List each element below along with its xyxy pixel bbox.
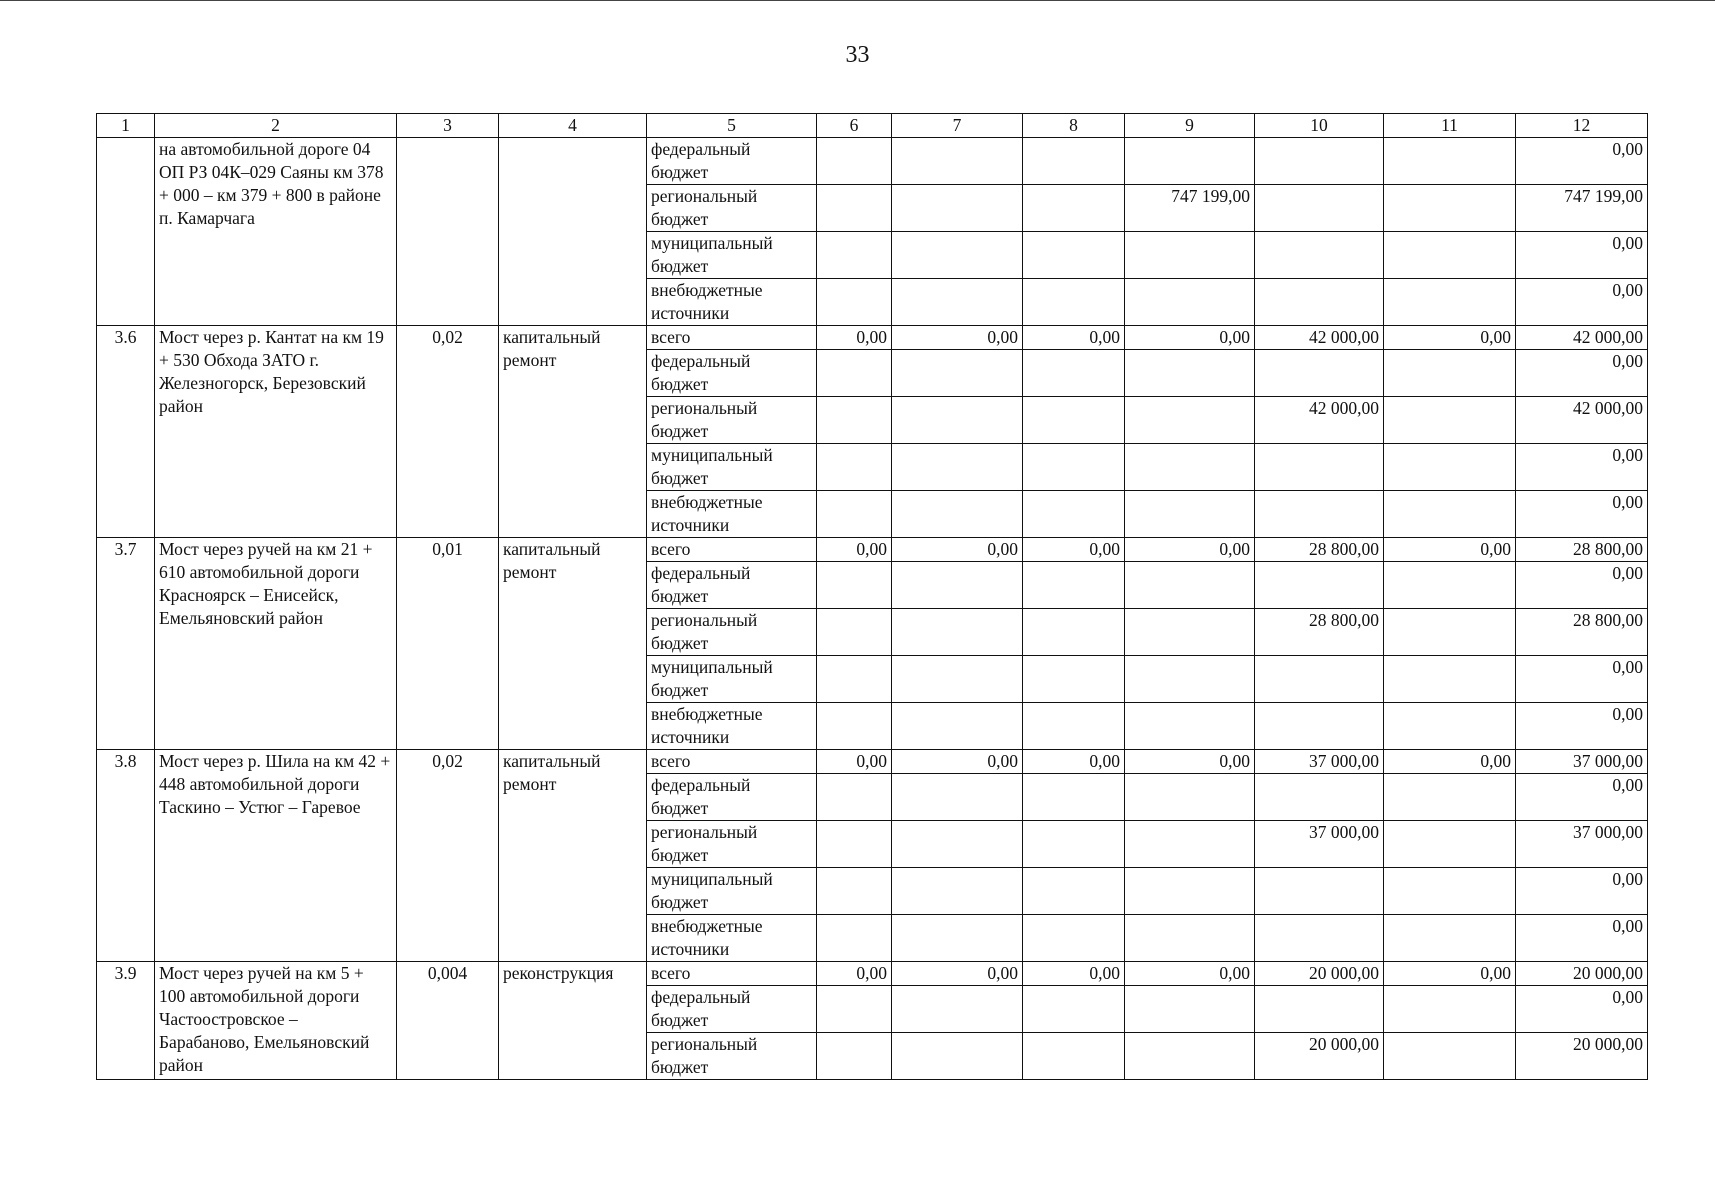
value-cell <box>1384 821 1516 868</box>
value-cell <box>1023 562 1125 609</box>
value-cell <box>817 821 892 868</box>
source-label: внебюджетные источники <box>647 279 817 326</box>
page-number: 33 <box>845 42 870 68</box>
value-cell: 0,00 <box>1384 750 1516 774</box>
object-name-cell: Мост через р. Кантат на км 19 + 530 Обхода ЗАТО г. Железногорск, Березовский район <box>155 326 397 538</box>
work-type-cell: капитальный ремонт <box>499 750 647 962</box>
value-cell: 0,00 <box>817 326 892 350</box>
value-cell: 0,00 <box>817 538 892 562</box>
source-label: всего <box>647 326 817 350</box>
value-cell <box>1125 232 1255 279</box>
source-label: федеральный бюджет <box>647 138 817 185</box>
value-cell: 0,00 <box>1125 962 1255 986</box>
work-type-cell: капитальный ремонт <box>499 326 647 538</box>
value-cell <box>1384 868 1516 915</box>
table-row <box>97 750 1648 774</box>
value-cell <box>1125 915 1255 962</box>
value-cell: 42 000,00 <box>1516 326 1648 350</box>
value-cell <box>1023 232 1125 279</box>
value-cell <box>1023 868 1125 915</box>
work-type-cell <box>499 138 647 326</box>
value-cell <box>1023 609 1125 656</box>
value-cell <box>1023 774 1125 821</box>
source-label: федеральный бюджет <box>647 562 817 609</box>
value-cell <box>892 703 1023 750</box>
value-cell: 0,00 <box>1516 232 1648 279</box>
source-label: внебюджетные источники <box>647 703 817 750</box>
item-number-cell <box>97 138 155 326</box>
value-cell <box>1023 397 1125 444</box>
value-cell: 0,00 <box>1516 868 1648 915</box>
value-cell: 20 000,00 <box>1255 962 1384 986</box>
value-cell <box>1023 1033 1125 1080</box>
value-cell: 42 000,00 <box>1255 397 1384 444</box>
value-cell: 0,00 <box>892 962 1023 986</box>
value-cell <box>892 821 1023 868</box>
value-cell: 20 000,00 <box>1516 962 1648 986</box>
value-cell <box>1125 397 1255 444</box>
value-cell: 0,00 <box>1516 350 1648 397</box>
value-cell <box>1384 444 1516 491</box>
value-cell: 0,00 <box>817 750 892 774</box>
column-header: 10 <box>1255 114 1384 138</box>
value-cell <box>1255 350 1384 397</box>
value-cell <box>892 915 1023 962</box>
value-cell: 747 199,00 <box>1516 185 1648 232</box>
value-cell: 37 000,00 <box>1516 750 1648 774</box>
value-cell <box>892 397 1023 444</box>
value-cell <box>1125 1033 1255 1080</box>
value-cell: 0,00 <box>1384 326 1516 350</box>
value-cell: 0,00 <box>1125 750 1255 774</box>
value-cell <box>1023 915 1125 962</box>
value-cell <box>1384 562 1516 609</box>
value-cell: 0,00 <box>1516 562 1648 609</box>
length-cell: 0,02 <box>397 750 499 962</box>
length-cell: 0,02 <box>397 326 499 538</box>
value-cell <box>1023 350 1125 397</box>
value-cell <box>1023 986 1125 1033</box>
value-cell <box>1384 138 1516 185</box>
value-cell: 0,00 <box>1125 326 1255 350</box>
source-label: муниципальный бюджет <box>647 656 817 703</box>
value-cell <box>817 915 892 962</box>
value-cell <box>1125 609 1255 656</box>
value-cell <box>817 138 892 185</box>
object-name-cell: Мост через ручей на км 5 + 100 автомобильной дороги Частоостровское – Барабаново, Емельяновский район <box>155 962 397 1080</box>
item-number-cell: 3.6 <box>97 326 155 538</box>
value-cell <box>817 1033 892 1080</box>
value-cell <box>1023 703 1125 750</box>
value-cell <box>892 491 1023 538</box>
value-cell: 42 000,00 <box>1255 326 1384 350</box>
value-cell <box>1023 656 1125 703</box>
value-cell <box>1125 821 1255 868</box>
value-cell <box>1255 491 1384 538</box>
table-row <box>97 138 1648 185</box>
value-cell <box>1255 656 1384 703</box>
value-cell: 0,00 <box>1023 962 1125 986</box>
value-cell <box>817 868 892 915</box>
value-cell <box>1384 1033 1516 1080</box>
source-label: внебюджетные источники <box>647 915 817 962</box>
value-cell <box>1023 444 1125 491</box>
length-cell: 0,01 <box>397 538 499 750</box>
value-cell: 0,00 <box>1516 774 1648 821</box>
value-cell <box>1125 703 1255 750</box>
value-cell <box>1125 491 1255 538</box>
value-cell <box>1023 138 1125 185</box>
value-cell <box>1125 138 1255 185</box>
item-number-cell: 3.9 <box>97 962 155 1080</box>
value-cell <box>817 656 892 703</box>
source-label: федеральный бюджет <box>647 774 817 821</box>
value-cell: 20 000,00 <box>1255 1033 1384 1080</box>
column-header-row <box>97 114 1648 138</box>
value-cell: 747 199,00 <box>1125 185 1255 232</box>
value-cell: 0,00 <box>1516 444 1648 491</box>
source-label: федеральный бюджет <box>647 986 817 1033</box>
source-label: региональный бюджет <box>647 185 817 232</box>
value-cell <box>817 491 892 538</box>
value-cell: 0,00 <box>1516 491 1648 538</box>
value-cell <box>1384 397 1516 444</box>
scan-edge-line <box>0 0 1715 1</box>
value-cell <box>892 986 1023 1033</box>
source-label: региональный бюджет <box>647 397 817 444</box>
source-label: муниципальный бюджет <box>647 444 817 491</box>
source-label: всего <box>647 538 817 562</box>
source-label: муниципальный бюджет <box>647 232 817 279</box>
value-cell <box>817 986 892 1033</box>
value-cell: 37 000,00 <box>1255 750 1384 774</box>
item-number-cell: 3.8 <box>97 750 155 962</box>
work-type-cell: капитальный ремонт <box>499 538 647 750</box>
value-cell <box>1384 185 1516 232</box>
value-cell <box>1384 491 1516 538</box>
value-cell <box>1255 915 1384 962</box>
column-header: 2 <box>155 114 397 138</box>
value-cell <box>1255 232 1384 279</box>
value-cell: 0,00 <box>1516 703 1648 750</box>
value-cell <box>817 397 892 444</box>
column-header: 11 <box>1384 114 1516 138</box>
column-header: 4 <box>499 114 647 138</box>
value-cell: 0,00 <box>1023 326 1125 350</box>
value-cell <box>1255 703 1384 750</box>
object-name-cell: Мост через р. Шила на км 42 + 448 автомобильной дороги Таскино – Устюг – Гаревое <box>155 750 397 962</box>
value-cell: 0,00 <box>892 750 1023 774</box>
value-cell <box>817 703 892 750</box>
value-cell <box>817 562 892 609</box>
value-cell: 0,00 <box>1125 538 1255 562</box>
object-name-cell: Мост через ручей на км 21 + 610 автомобильной дороги Красноярск – Енисейск, Емельяновский район <box>155 538 397 750</box>
value-cell <box>817 232 892 279</box>
value-cell <box>1255 138 1384 185</box>
value-cell <box>1255 774 1384 821</box>
value-cell <box>1125 279 1255 326</box>
value-cell <box>1023 491 1125 538</box>
value-cell <box>1255 279 1384 326</box>
value-cell <box>892 185 1023 232</box>
value-cell <box>892 656 1023 703</box>
value-cell <box>1125 444 1255 491</box>
source-label: внебюджетные источники <box>647 491 817 538</box>
value-cell <box>1125 986 1255 1033</box>
value-cell <box>1125 562 1255 609</box>
value-cell <box>892 774 1023 821</box>
value-cell: 0,00 <box>1384 538 1516 562</box>
value-cell <box>1384 774 1516 821</box>
column-header: 5 <box>647 114 817 138</box>
value-cell: 0,00 <box>892 538 1023 562</box>
value-cell <box>817 609 892 656</box>
value-cell <box>892 868 1023 915</box>
value-cell <box>1255 986 1384 1033</box>
value-cell <box>892 609 1023 656</box>
table-row <box>97 326 1648 350</box>
value-cell: 28 800,00 <box>1516 538 1648 562</box>
value-cell <box>1023 185 1125 232</box>
column-header: 6 <box>817 114 892 138</box>
value-cell <box>817 350 892 397</box>
value-cell: 28 800,00 <box>1255 609 1384 656</box>
table-row <box>97 538 1648 562</box>
length-cell <box>397 138 499 326</box>
source-label: региональный бюджет <box>647 1033 817 1080</box>
value-cell <box>1125 774 1255 821</box>
column-header: 1 <box>97 114 155 138</box>
column-header: 3 <box>397 114 499 138</box>
value-cell <box>1384 279 1516 326</box>
source-label: всего <box>647 750 817 774</box>
value-cell <box>1384 915 1516 962</box>
value-cell <box>892 138 1023 185</box>
funding-table <box>96 113 1648 1080</box>
value-cell: 0,00 <box>1516 279 1648 326</box>
value-cell <box>1125 656 1255 703</box>
source-label: региональный бюджет <box>647 609 817 656</box>
value-cell <box>817 774 892 821</box>
value-cell <box>1255 185 1384 232</box>
value-cell <box>1023 279 1125 326</box>
value-cell: 0,00 <box>1516 138 1648 185</box>
column-header: 8 <box>1023 114 1125 138</box>
value-cell: 0,00 <box>892 326 1023 350</box>
value-cell <box>892 562 1023 609</box>
value-cell: 37 000,00 <box>1516 821 1648 868</box>
value-cell <box>1384 986 1516 1033</box>
value-cell <box>892 444 1023 491</box>
value-cell <box>1384 609 1516 656</box>
value-cell <box>892 232 1023 279</box>
value-cell <box>1125 868 1255 915</box>
column-header: 12 <box>1516 114 1648 138</box>
table-row <box>97 962 1648 986</box>
value-cell <box>817 279 892 326</box>
value-cell <box>1384 232 1516 279</box>
value-cell <box>1255 562 1384 609</box>
length-cell: 0,004 <box>397 962 499 1080</box>
value-cell <box>1125 350 1255 397</box>
value-cell: 0,00 <box>1516 915 1648 962</box>
value-cell <box>892 1033 1023 1080</box>
value-cell <box>1384 350 1516 397</box>
value-cell: 0,00 <box>1023 750 1125 774</box>
value-cell <box>817 444 892 491</box>
value-cell: 0,00 <box>1516 986 1648 1033</box>
value-cell <box>892 350 1023 397</box>
value-cell <box>1023 821 1125 868</box>
source-label: всего <box>647 962 817 986</box>
value-cell <box>817 185 892 232</box>
source-label: муниципальный бюджет <box>647 868 817 915</box>
value-cell: 28 800,00 <box>1516 609 1648 656</box>
value-cell: 0,00 <box>817 962 892 986</box>
value-cell: 0,00 <box>1384 962 1516 986</box>
value-cell: 0,00 <box>1023 538 1125 562</box>
value-cell <box>1255 444 1384 491</box>
value-cell <box>1384 703 1516 750</box>
value-cell: 28 800,00 <box>1255 538 1384 562</box>
value-cell <box>1255 868 1384 915</box>
value-cell <box>1384 656 1516 703</box>
value-cell: 20 000,00 <box>1516 1033 1648 1080</box>
source-label: региональный бюджет <box>647 821 817 868</box>
value-cell: 0,00 <box>1516 656 1648 703</box>
column-header: 9 <box>1125 114 1255 138</box>
work-type-cell: реконструкция <box>499 962 647 1080</box>
source-label: федеральный бюджет <box>647 350 817 397</box>
value-cell: 42 000,00 <box>1516 397 1648 444</box>
value-cell: 37 000,00 <box>1255 821 1384 868</box>
value-cell <box>892 279 1023 326</box>
object-name-cell: на автомобильной дороге 04 ОП РЗ 04К–029 Саяны км 378 + 000 – км 379 + 800 в районе п. Камарчага <box>155 138 397 326</box>
item-number-cell: 3.7 <box>97 538 155 750</box>
column-header: 7 <box>892 114 1023 138</box>
